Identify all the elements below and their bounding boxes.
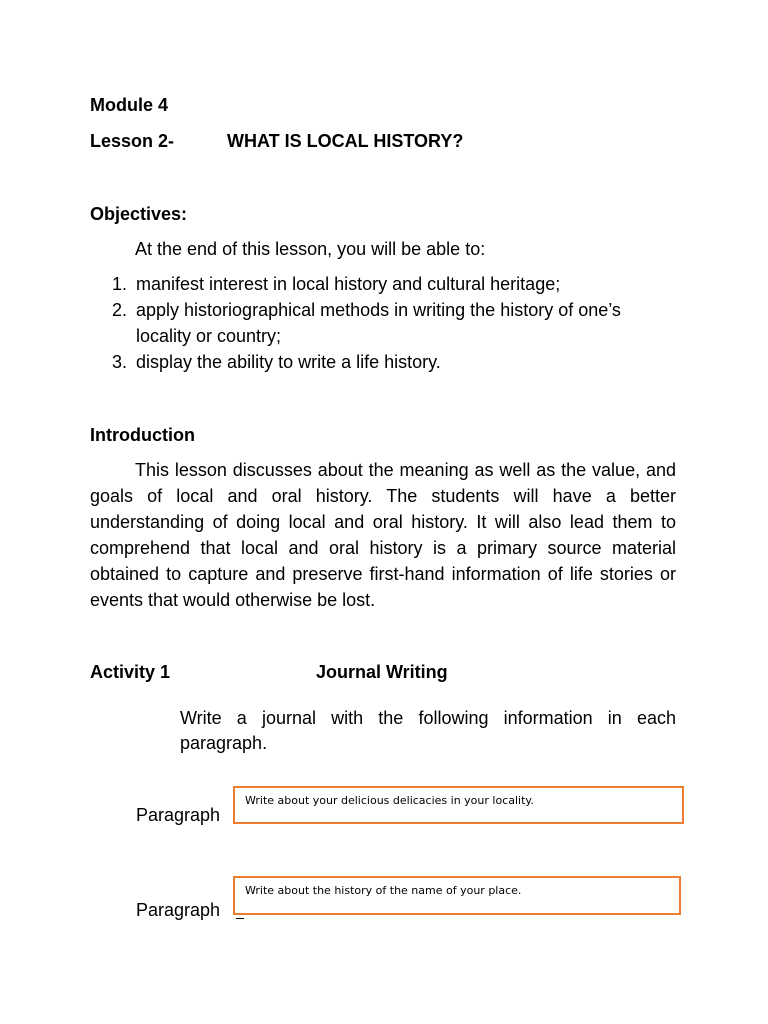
objective-text: display the ability to write a life history. xyxy=(136,352,441,372)
blank-underline xyxy=(236,918,244,919)
introduction-heading: Introduction xyxy=(90,425,195,445)
objective-number: 2. xyxy=(112,300,128,320)
paragraph-prompt-box-1 xyxy=(233,786,684,824)
activity-instruction: Write a journal with the following information in each paragraph. xyxy=(180,708,676,753)
activity-title: Journal Writing xyxy=(316,662,448,682)
paragraph-prompt-box-2 xyxy=(233,876,681,915)
activity-number: Activity 1 xyxy=(90,662,171,682)
module-title: Module 4 xyxy=(90,95,169,115)
objectives-intro: At the end of this lesson, you will be able to: xyxy=(135,239,486,259)
objective-text: apply historiographical methods in writing the history of one’s locality or country; xyxy=(136,300,621,346)
objective-number: 1. xyxy=(112,274,128,294)
lesson-number: Lesson 2- xyxy=(90,131,175,151)
objective-number: 3. xyxy=(112,352,128,372)
objective-item-2 xyxy=(112,297,672,349)
paragraph-prompt-2: Write about the history of the name of your place. xyxy=(245,884,522,897)
objective-text: manifest interest in local history and cultural heritage; xyxy=(136,274,561,294)
objectives-list xyxy=(112,271,672,375)
paragraph-prompt-1: Write about your delicious delicacies in your locality. xyxy=(245,794,534,807)
lesson-title: WHAT IS LOCAL HISTORY? xyxy=(227,131,464,151)
objective-item-3 xyxy=(112,349,672,375)
objective-item-1 xyxy=(112,271,672,297)
objectives-heading: Objectives: xyxy=(90,204,188,224)
paragraph-label-2: Paragraph xyxy=(136,900,221,920)
paragraph-label-1: Paragraph xyxy=(136,805,221,825)
introduction-paragraph: This lesson discusses about the meaning as well as the value, and goals of local and oral history. The students will have a better understanding of doing local and oral history. It will also lead them to comprehend that local and oral history is a primary source material obtained to capture and preserve first-hand information of life stories or events that would otherwise be lost. xyxy=(90,460,676,610)
